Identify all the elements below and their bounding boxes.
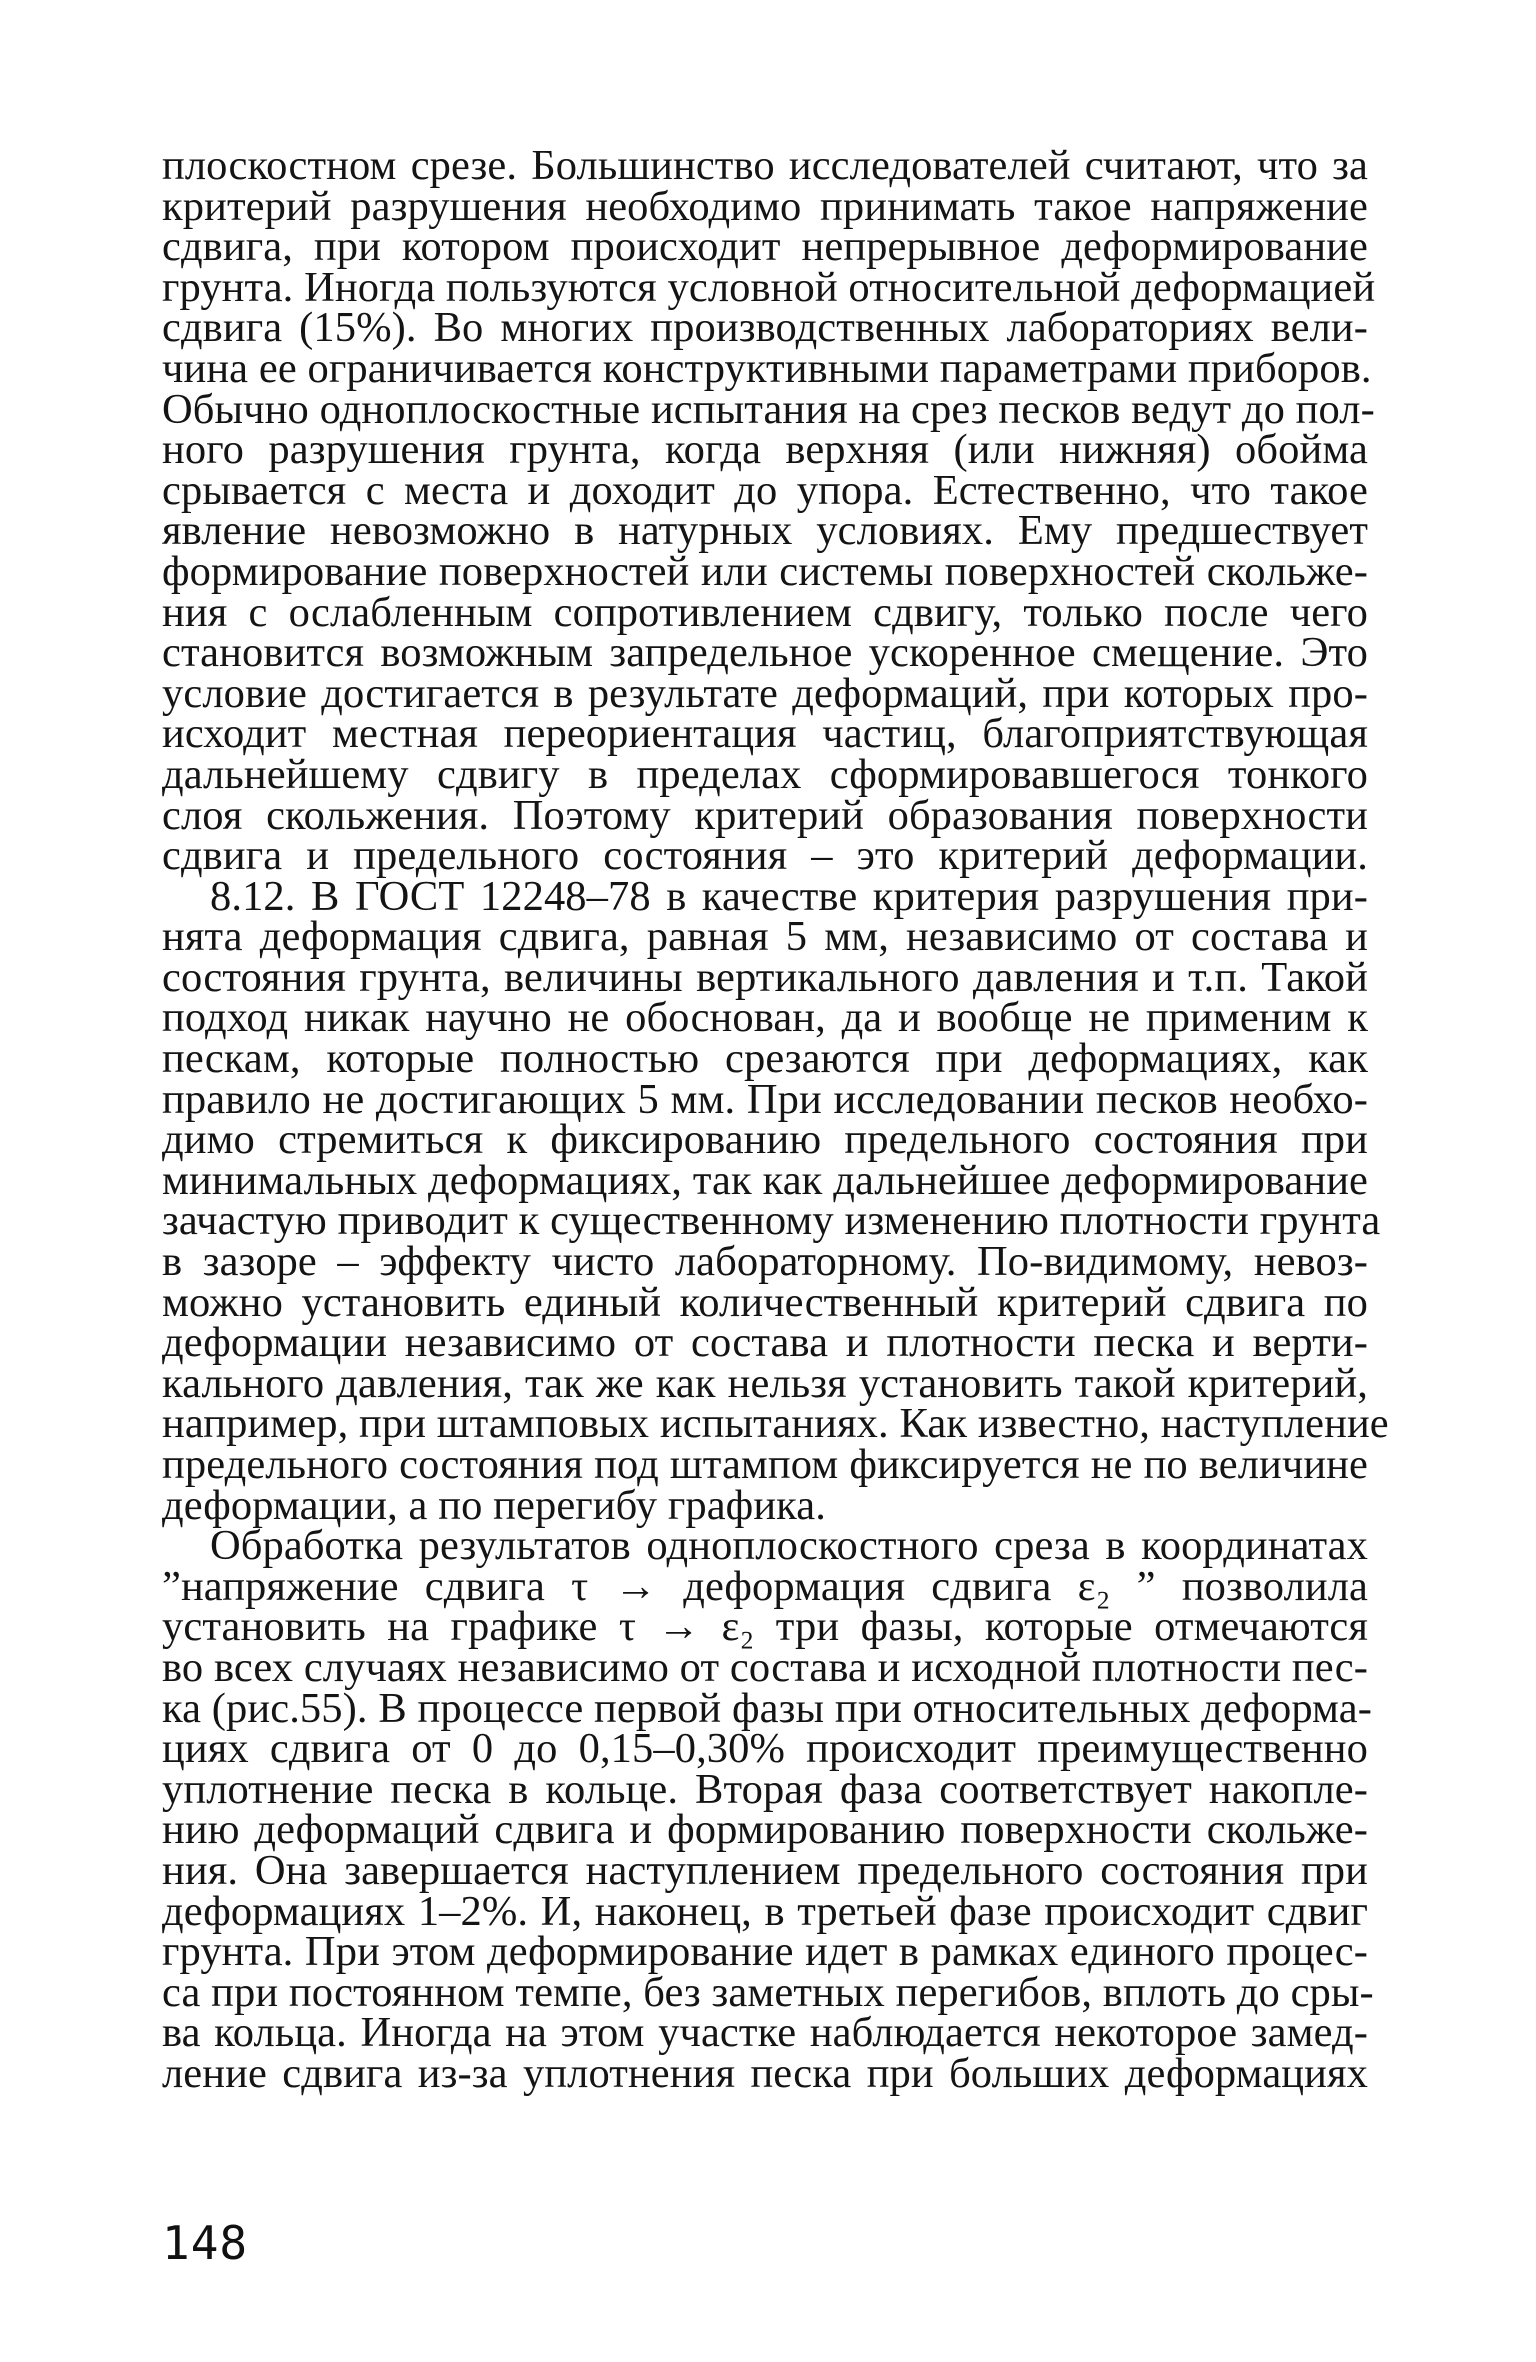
text-line: слоя скольжения. Поэтому критерий образования поверхности (162, 791, 1368, 839)
text-line: формирование поверхностей или системы поверхностей скольже- (162, 547, 1368, 595)
text-line: например, при штамповых испытаниях. Как известно, наступление (162, 1400, 1389, 1448)
text-line: сдвига и предельного состояния – это критерий деформации. (162, 832, 1368, 880)
paragraph-start-line: Обработка результатов одноплоскостного среза в координатах (210, 1522, 1368, 1570)
page-body (162, 142, 1389, 2097)
text-line: ка (рис.55). В процессе первой фазы при относительных деформа- (162, 1684, 1372, 1732)
text-line: правило не достигающих 5 мм. При исследовании песков необхо- (162, 1075, 1368, 1123)
text-line: са при постоянном темпе, без заметных перегибов, вплоть до сры- (162, 1968, 1374, 2016)
text-line: грунта. При этом деформирование идет в рамках единого процес- (162, 1928, 1368, 1976)
text-line: циях сдвига от 0 до 0,15–0,30% происходит преимущественно (162, 1725, 1368, 1773)
text-line: пескам, которые полностью срезаются при деформациях, как (162, 1035, 1368, 1083)
text-line: минимальных деформациях, так как дальнейшее деформирование (162, 1156, 1368, 1204)
text-line: срывается с места и доходит до упора. Естественно, что такое (162, 466, 1368, 514)
text-line: условие достигается в результате деформаций, при которых про- (162, 669, 1368, 717)
section-heading-line: 8.12. В ГОСТ 12248–78 в качестве критерия разрушения при- (210, 872, 1368, 920)
text-line: чина ее ограничивается конструктивными параметрами приборов. (162, 344, 1372, 392)
page-number: 148 (162, 2216, 249, 2270)
text-line: критерий разрушения необходимо принимать такое напряжение (162, 182, 1368, 230)
text-line: ление сдвига из-за уплотнения песка при больших деформациях (162, 2049, 1368, 2097)
text-line: подход никак научно не обоснован, да и вообще не применим к (162, 994, 1368, 1042)
text-line: во всех случаях независимо от состава и исходной плотности пес- (162, 1643, 1368, 1691)
text-line: деформациях 1–2%. И, наконец, в третьей фазе происходит сдвиг (162, 1887, 1368, 1935)
text-line: явление невозможно в натурных условиях. Ему предшествует (162, 507, 1368, 555)
text-line: нята деформация сдвига, равная 5 мм, независимо от состава и (162, 913, 1368, 961)
text-line: сдвига (15%). Во многих производственных лабораториях вели- (162, 304, 1368, 352)
text-line: димо стремиться к фиксированию предельного состояния при (162, 1116, 1368, 1164)
text-line: деформации независимо от состава и плотности песка и верти- (162, 1319, 1368, 1367)
text-line: ного разрушения грунта, когда верхняя (или нижняя) обойма (162, 426, 1368, 474)
text-line: Обычно одноплоскостные испытания на срез песков ведут до пол- (162, 385, 1375, 433)
text-line: исходит местная переориентация частиц, благоприятствующая (162, 710, 1368, 758)
text-line: ния с ослабленным сопротивлением сдвигу, только после чего (162, 588, 1368, 636)
text-line: зачастую приводит к существенному изменению плотности грунта (162, 1197, 1381, 1245)
text-line: уплотнение песка в кольце. Вторая фаза соответствует накопле- (162, 1765, 1368, 1813)
text-line: в зазоре – эффекту чисто лабораторному. По-видимому, невоз- (162, 1238, 1368, 1286)
text-line: дальнейшему сдвигу в пределах сформировавшегося тонкого (162, 750, 1368, 798)
text-line: установить на графике τ → ε₂ три фазы, которые отмечаются (162, 1603, 1368, 1651)
text-line: предельного состояния под штампом фиксируется не по величине (162, 1441, 1368, 1488)
text-line: становится возможным запредельное ускоренное смещение. Это (162, 629, 1368, 677)
text-line: можно установить единый количественный критерий сдвига по (162, 1278, 1368, 1326)
text-line: деформации, а по перегибу графика. (162, 1481, 826, 1529)
text-line: ва кольца. Иногда на этом участке наблюдается некоторое замед- (162, 2009, 1368, 2057)
text-line: ”напряжение сдвига τ → деформация сдвига ε₂ ” позволила (162, 1562, 1368, 1610)
text-line: нию деформаций сдвига и формированию поверхности скольже- (162, 1806, 1368, 1854)
text-line: грунта. Иногда пользуются условной относительной деформацией (162, 263, 1376, 311)
text-line: ния. Она завершается наступлением предельного состояния при (162, 1846, 1368, 1894)
text-line: кального давления, так же как нельзя установить такой критерий, (162, 1359, 1368, 1407)
text-line: плоскостном срезе. Большинство исследователей считают, что за (162, 142, 1368, 189)
text-line: состояния грунта, величины вертикального давления и т.п. Такой (162, 953, 1368, 1001)
text-line: сдвига, при котором происходит непрерывное деформирование (162, 223, 1368, 271)
